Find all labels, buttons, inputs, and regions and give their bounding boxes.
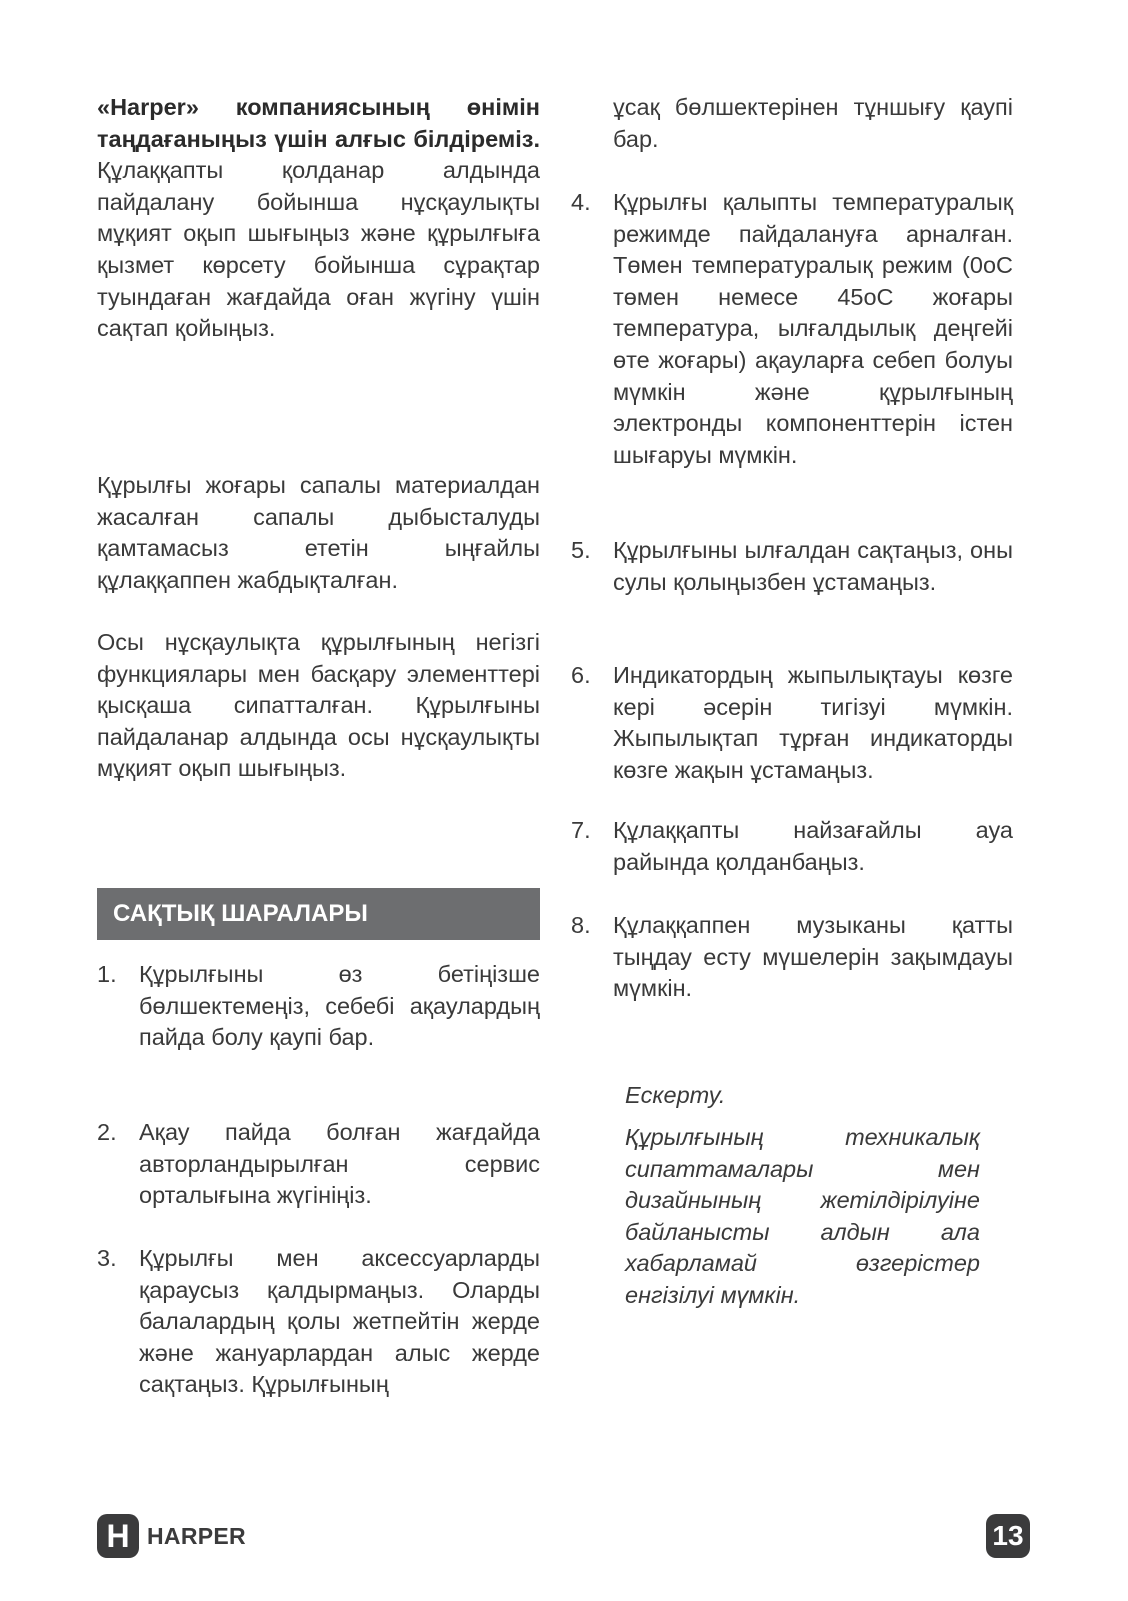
list-item-text: Ақау пайда болған жағдайда авторландырылған сервис орталығына жүгініңіз. (139, 1119, 540, 1209)
list-item-6 (571, 660, 1013, 786)
list-item-text: Құлаққаппен музыканы қатты тыңдау есту мүшелерін зақымдауы мүмкін. (613, 912, 1013, 1002)
intro-paragraph (97, 92, 540, 345)
list-item-number: 4. (571, 189, 591, 215)
list-item-text: Құлаққапты найзағайлы ауа райында қолданбаңыз. (613, 817, 1013, 875)
list-item-number: 6. (571, 662, 591, 688)
list-item-number: 7. (571, 817, 591, 843)
note-title: Ескерту. (625, 1082, 726, 1108)
harper-brand-name: HARPER (147, 1522, 246, 1549)
intro-bold-text: «Harper» компаниясының өнімін таңдағаныңыз үшін алғыс білдіреміз. (97, 94, 540, 152)
intro-text: Құлаққапты қолданар алдында пайдалану бойынша нұсқаулықты мұқият оқып шығыңыз және құрылғыға қызмет көрсету бойынша сұрақтар туындаған жағдайда оған жүгіну үшін сақтап қойыңыз. (97, 157, 540, 342)
list-item-number: 3. (97, 1245, 117, 1271)
list-item-text: Құрылғы қалыпты температуралық режимде пайдалануға арналған. Төмен температуралық режим (0оС төмен немесе 45оС жоғары температура, ылғалдылық деңгейі өте жоғары) ақауларға себеп болуы мүмкін және құрылғының электронды компоненттерін істен шығаруы мүмкін. (613, 189, 1013, 468)
list-item-text: Құрылғыны өз бетіңізше бөлшектемеңіз, себебі ақаулардың пайда болу қаупі бар. (139, 961, 540, 1051)
list-item-2 (97, 1117, 540, 1212)
list-item-5 (571, 535, 1013, 598)
list-item-8 (571, 910, 1013, 1005)
list-item-number: 8. (571, 912, 591, 938)
list-item-1 (97, 959, 540, 1054)
section-title-bar: САҚТЫҚ ШАРАЛАРЫ (97, 888, 540, 940)
page-number: 13 (986, 1514, 1030, 1558)
list-item-text: Құрылғыны ылғалдан сақтаңыз, оны сулы қолыңызбен ұстамаңыз. (613, 537, 1013, 595)
list-item-4 (571, 187, 1013, 471)
list-item-3-continued (571, 92, 1013, 155)
harper-logo-icon: H (97, 1514, 139, 1558)
list-item-text: Индикатордың жыпылықтауы көзге кері әсерін тигізуі мүмкін. Жыпылықтап тұрған индикаторды көзге жақын ұстамаңыз. (613, 662, 1013, 783)
manual-paragraph: Осы нұсқаулықта құрылғының негізгі функциялары мен басқару элементтері қысқаша сипатталған. Құрылғыны пайдаланар алдында осы нұсқаулықты мұқият оқып шығыңыз. (97, 629, 540, 782)
list-item-7 (571, 815, 1013, 878)
list-item-3 (97, 1243, 540, 1401)
list-item-text: ұсақ бөлшектерінен тұншығу қаупі бар. (613, 94, 1013, 152)
list-item-number: 1. (97, 961, 117, 987)
description-paragraph: Құрылғы жоғары сапалы материалдан жасалған сапалы дыбысталуды қамтамасыз ететін ыңғайлы құлаққаппен жабдықталған. (97, 472, 540, 593)
harper-logo (97, 1514, 246, 1558)
list-item-number: 2. (97, 1119, 117, 1145)
note-text: Құрылғының техникалық сипаттамалары мен дизайнының жетілдірілуіне байланысты алдын ала хабарламай өзгерістер енгізілуі мүмкін. (625, 1124, 980, 1308)
list-item-number: 5. (571, 537, 591, 563)
list-item-text: Құрылғы мен аксессуарларды қараусыз қалдырмаңыз. Оларды балалардың қолы жетпейтін жерде және жануарлардан алыс жерде сақтаңыз. Құрылғының (139, 1245, 540, 1398)
